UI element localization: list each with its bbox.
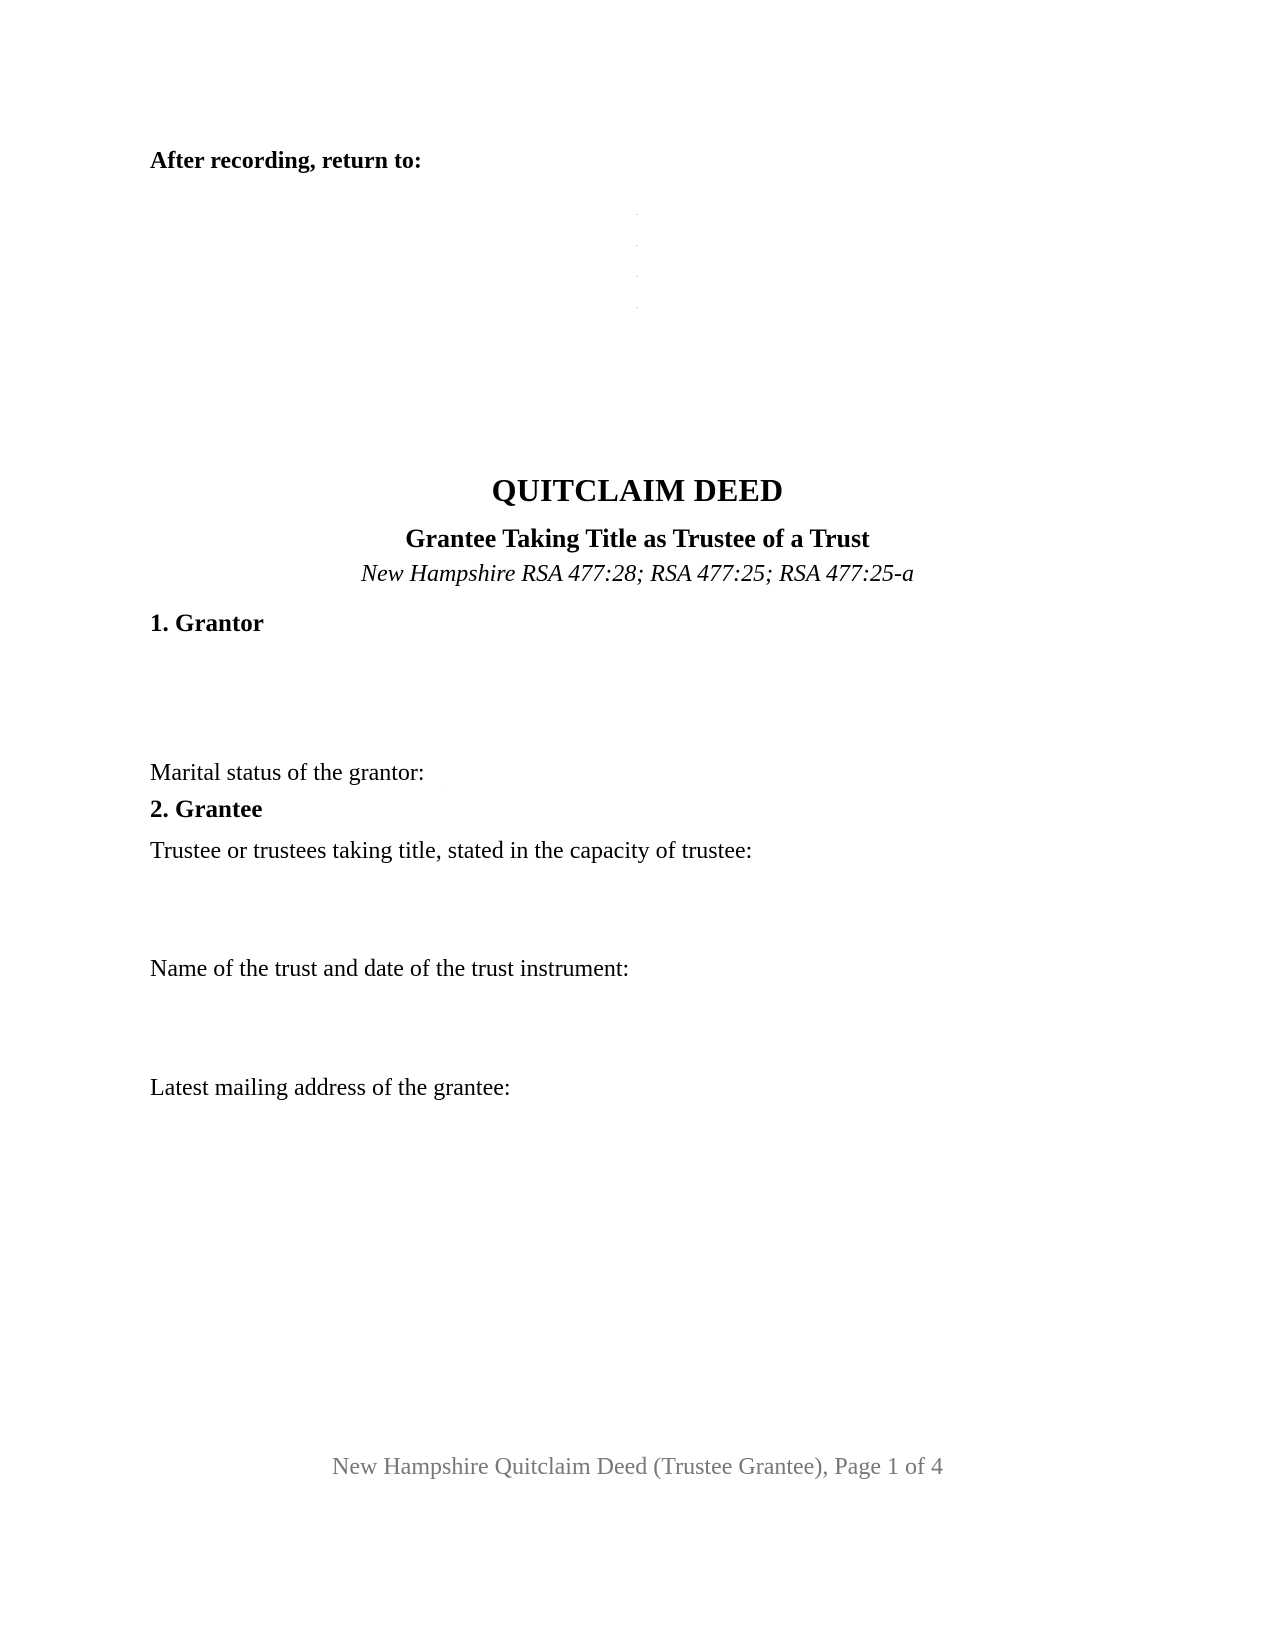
page-footer: New Hampshire Quitclaim Deed (Trustee Grantee), Page 1 of 4 <box>332 1454 943 1480</box>
faint-mark <box>446 790 447 791</box>
grantee-mailing-address-label: Latest mailing address of the grantee: <box>150 1075 511 1101</box>
grantor-marital-status-label: Marital status of the grantor: <box>150 760 425 786</box>
return-address-label: After recording, return to: <box>150 148 422 174</box>
grantee-section-heading: 2. Grantee <box>150 796 263 823</box>
faint-guide-marks <box>636 214 640 314</box>
statute-citation: New Hampshire RSA 477:28; RSA 477:25; RSA 477:25-a <box>360 561 915 587</box>
trust-name-date-label: Name of the trust and date of the trust instrument: <box>150 956 630 982</box>
document-title: QUITCLAIM DEED <box>491 472 784 508</box>
grantor-section-heading: 1. Grantor <box>150 610 264 637</box>
trustee-capacity-label: Trustee or trustees taking title, stated in the capacity of trustee: <box>150 838 753 864</box>
document-subtitle: Grantee Taking Title as Trustee of a Trust <box>405 524 870 553</box>
